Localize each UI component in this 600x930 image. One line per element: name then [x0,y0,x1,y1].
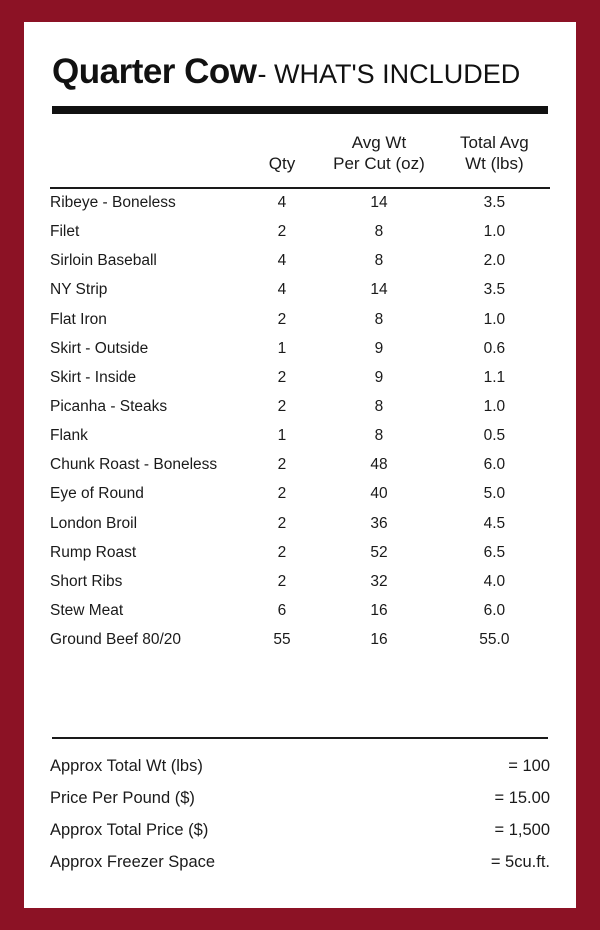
table-row [50,276,550,305]
cut-qty: 4 [277,281,287,299]
title-main: Quarter Cow [52,52,257,91]
summary-divider [52,737,548,739]
cut-name: Stew Meat [50,601,124,619]
cut-name: London Broil [50,514,138,532]
cut-name: Chunk Roast - Boneless [50,456,218,474]
cut-qty: 2 [277,223,287,241]
header-divider [50,181,550,188]
table-row [50,626,550,655]
cut-qty: 2 [277,310,287,328]
summary-label: Approx Total Price ($) [50,821,209,840]
cut-avg-weight: 52 [370,543,388,561]
summary-row [50,751,550,783]
cut-avg-weight: 14 [370,281,388,299]
title-divider [52,106,548,114]
column-header-qty: Qty [268,154,296,174]
cut-total-weight: 0.6 [483,339,506,357]
table-row [50,538,550,567]
cut-total-weight: 1.0 [483,310,506,328]
cuts-table-header [50,122,550,188]
cut-total-weight: 3.5 [483,194,506,211]
cut-avg-weight: 9 [374,339,384,357]
cut-qty: 1 [277,427,287,445]
cut-avg-weight: 16 [370,601,388,619]
cut-avg-weight: 8 [374,223,384,241]
summary-value: = 15.00 [494,789,550,808]
cuts-table-body [50,188,550,655]
cut-name: Eye of Round [50,485,144,503]
cut-total-weight: 4.0 [483,572,506,590]
summary-label: Approx Freezer Space [50,853,216,872]
cut-name: Skirt - Outside [50,339,149,357]
cut-name: Sirloin Baseball [50,252,157,270]
summary-value: = 100 [508,757,550,776]
cut-total-weight: 6.0 [483,456,506,474]
table-row [50,480,550,509]
summary-row [50,847,550,879]
cut-name: Rump Roast [50,543,137,561]
column-header-avg-weight [319,122,439,181]
table-row [50,392,550,421]
table-row [50,218,550,247]
cut-total-weight: 5.0 [483,485,506,503]
cut-qty: 4 [277,252,287,270]
cut-avg-weight: 36 [370,514,388,532]
page-title [50,52,550,92]
summary-label: Price Per Pound ($) [50,789,195,808]
table-row [50,247,550,276]
column-header-total-weight-line2: Wt (lbs) [465,154,524,174]
cut-name: Flank [50,427,88,445]
table-row [50,334,550,363]
cut-name: NY Strip [50,281,108,299]
table-row [50,509,550,538]
summary-row [50,783,550,815]
cut-qty: 2 [277,572,287,590]
cut-avg-weight: 9 [374,368,384,386]
header-divider-cell [319,181,439,188]
cut-name: Filet [50,223,80,241]
cut-avg-weight: 8 [374,252,384,270]
table-row [50,363,550,392]
cut-total-weight: 0.5 [483,427,506,445]
summary-table [50,751,550,879]
title-subtitle: - WHAT'S INCLUDED [257,59,521,89]
cut-name: Ground Beef 80/20 [50,631,181,649]
column-header-total-weight [439,122,550,181]
cut-avg-weight: 14 [370,194,388,211]
table-row [50,567,550,596]
cut-name: Short Ribs [50,572,123,590]
cut-name: Ribeye - Boneless [50,194,176,211]
cut-total-weight: 4.5 [483,514,506,532]
cut-qty: 2 [277,485,287,503]
cut-name: Picanha - Steaks [50,397,168,415]
cut-qty: 2 [277,514,287,532]
cut-name: Skirt - Inside [50,368,137,386]
header-divider-cell [245,181,319,188]
layout-spacer [50,655,550,737]
cut-total-weight: 2.0 [483,252,506,270]
header-divider-cell [439,181,550,188]
summary-row [50,815,550,847]
cut-avg-weight: 8 [374,310,384,328]
cut-qty: 2 [277,397,287,415]
table-row [50,596,550,625]
cut-total-weight: 3.5 [483,281,506,299]
column-header-avg-weight-line2: Per Cut (oz) [333,154,425,174]
cut-avg-weight: 8 [374,397,384,415]
table-row [50,422,550,451]
table-row [50,451,550,480]
cut-qty: 6 [277,601,287,619]
cut-qty: 2 [277,543,287,561]
cut-avg-weight: 40 [370,485,388,503]
cut-avg-weight: 16 [370,631,388,649]
cut-total-weight: 1.0 [483,397,506,415]
cut-avg-weight: 8 [374,427,384,445]
cut-qty: 55 [273,631,291,649]
cut-total-weight: 1.1 [483,368,506,386]
cut-total-weight: 1.0 [483,223,506,241]
cut-qty: 4 [277,194,287,211]
column-header-avg-weight-line1: Avg Wt [351,133,407,152]
cut-qty: 2 [277,368,287,386]
flyer-page [24,22,576,908]
table-row [50,305,550,334]
column-header-name [50,122,245,181]
column-header-total-weight-line1: Total Avg [460,133,529,152]
cut-qty: 1 [277,339,287,357]
cut-total-weight: 55.0 [479,631,510,649]
cut-name: Flat Iron [50,310,107,328]
header-divider-cell [50,181,245,188]
summary-value: = 5cu.ft. [490,853,550,872]
cuts-table [50,122,550,655]
summary-label: Approx Total Wt (lbs) [50,757,203,776]
cut-avg-weight: 48 [370,456,388,474]
table-row [50,188,550,218]
summary-table-body [50,751,550,879]
cut-total-weight: 6.5 [483,543,506,561]
cut-qty: 2 [277,456,287,474]
cut-avg-weight: 32 [370,572,388,590]
summary-value: = 1,500 [494,821,550,840]
cut-total-weight: 6.0 [483,601,506,619]
